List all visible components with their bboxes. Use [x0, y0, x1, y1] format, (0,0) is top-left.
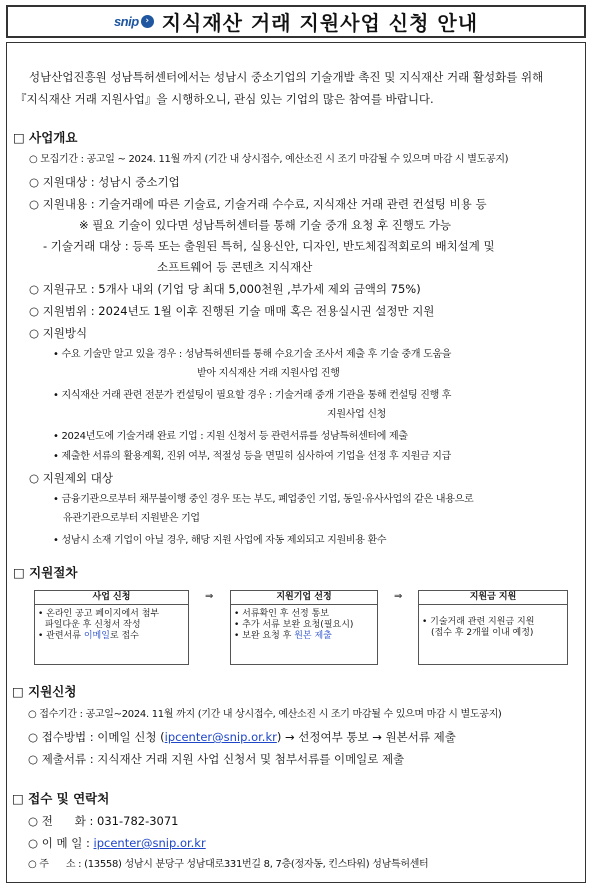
- step-fund-title: 지원금 지원: [419, 591, 567, 605]
- logo-mark-icon: ›: [141, 15, 154, 28]
- step-select-line-1: • 서류확인 후 선정 통보: [234, 609, 329, 619]
- method-item-4: • 제출한 서류의 활용계획, 진위 여부, 적절성 등을 면밀히 심사하여 기업을 선정 후 지원금 지급: [53, 451, 451, 462]
- overview-content: ○ 지원내용 : 기술거래에 따른 기술료, 기술거래 수수료, 지식재산 거래 관련 컨설팅 비용 등: [29, 197, 487, 211]
- method-item-1-cont: 받아 지식재산 거래 지원사업 진행: [197, 368, 340, 379]
- step-select-title: 지원기업 선정: [231, 591, 377, 605]
- method-item-2-cont: 지원사업 신청: [327, 409, 387, 420]
- contact-address: ○ 주 소 : (13558) 성남시 분당구 성남대로331번길 8, 7층(정자동, 킨스타워) 성남특허센터: [28, 859, 429, 870]
- contact-email-link[interactable]: ipcenter@snip.or.kr: [93, 836, 206, 850]
- overview-target: ○ 지원대상 : 성남시 중소기업: [29, 175, 180, 189]
- overview-tech-target-cont: 소프트웨어 등 콘텐츠 지식재산: [157, 260, 313, 274]
- intro-line-1: 성남산업진흥원 성남특허센터에서는 성남시 중소기업의 기술개발 촉진 및 지식재산 거래 활성화를 위해: [29, 70, 544, 84]
- overview-scope: ○ 지원범위 : 2024년도 1월 이후 진행된 기술 매매 혹은 전용실시권 설정만 지원: [29, 304, 435, 318]
- arrow-icon: ⇒: [394, 591, 403, 602]
- snip-logo: [114, 14, 154, 29]
- section-heading-contact: □ 접수 및 연락처: [12, 791, 110, 806]
- step-apply-line-2: 파일다운 후 신청서 작성: [45, 620, 141, 630]
- step-select-line-2: • 추가 서류 보완 요청(필요시): [234, 620, 354, 630]
- method-item-1: • 수요 기술만 알고 있을 경우 : 성남특허센터를 통해 수요기술 조사서 제출 후 기술 중개 도움을: [53, 349, 452, 360]
- overview-method: ○ 지원방식: [29, 326, 88, 340]
- contact-email: ○ 이 메 일 : ipcenter@snip.or.kr: [28, 836, 206, 850]
- overview-tech-target: - 기술거래 대상 : 등록 또는 출원된 특허, 실용신안, 디자인, 반도체집적회로의 배치설계 및: [43, 239, 495, 253]
- intro-line-2: 『지식재산 거래 지원사업』을 시행하오니, 관심 있는 기업의 많은 참여를 바랍니다.: [15, 92, 434, 106]
- step-fund-line-1: • 기술거래 관련 지원금 지원: [422, 617, 535, 627]
- step-select-original-word: 원본 제출: [294, 631, 332, 641]
- exclusion-item-1-cont: 유관기관으로부터 지원받은 기업: [63, 513, 200, 524]
- exclusion-heading: ○ 지원제외 대상: [29, 471, 113, 485]
- step-fund-line-2: (접수 후 2개월 이내 예정): [431, 628, 534, 638]
- step-apply-line-1: • 온라인 공고 페이지에서 첨부: [38, 609, 160, 619]
- step-apply-email-word: 이메일: [83, 631, 110, 641]
- arrow-icon: ⇒: [205, 591, 214, 602]
- exclusion-item-1: • 금융기관으로부터 채무불이행 중인 경우 또는 부도, 폐업중인 기업, 동일·유사사업의 같은 내용으로: [53, 494, 474, 505]
- procedure-step-fund: [418, 590, 568, 665]
- title-box: [6, 5, 586, 38]
- application-docs: ○ 제출서류 : 지식재산 거래 지원 사업 신청서 및 첨부서류를 이메일로 제출: [28, 752, 405, 766]
- procedure-step-select: [230, 590, 378, 665]
- contact-phone: ○ 전 화 : 031-782-3071: [28, 814, 179, 828]
- procedure-step-apply: [34, 590, 189, 665]
- application-method: ○ 접수방법 : 이메일 신청 (ipcenter@snip.or.kr) → 선정여부 통보 → 원본서류 제출: [28, 730, 456, 744]
- overview-scale: ○ 지원규모 : 5개사 내외 (기업 당 최대 5,000천원 ,부가세 제외 금액의 75%): [29, 282, 421, 296]
- overview-period: ○ 모집기간 : 공고일 ~ 2024. 11월 까지 (기간 내 상시접수, 예산소진 시 조기 마감될 수 있으며 마감 시 별도공지): [29, 154, 509, 165]
- section-heading-overview: □ 사업개요: [13, 130, 78, 145]
- step-select-line-3: • 보완 요청 후 원본 제출: [234, 631, 332, 641]
- method-item-3: • 2024년도에 기술거래 완료 기업 : 지원 신청서 등 관련서류를 성남특허센터에 제출: [53, 431, 408, 442]
- step-apply-title: 사업 신청: [35, 591, 188, 605]
- application-email-link[interactable]: ipcenter@snip.or.kr: [164, 730, 277, 744]
- step-apply-line-3: • 관련서류 이메일로 접수: [38, 631, 139, 641]
- section-heading-procedure: □ 지원절차: [13, 565, 78, 580]
- page-title: 지식재산 거래 지원사업 신청 안내: [161, 11, 479, 35]
- section-heading-application: □ 지원신청: [12, 684, 77, 699]
- overview-content-note: ※ 필요 기술이 있다면 성남특허센터를 통해 기술 중개 요청 후 진행도 가능: [79, 218, 452, 232]
- method-item-2: • 지식재산 거래 관련 전문가 컨설팅이 필요할 경우 : 기술거래 중개 기관을 통해 컨설팅 진행 후: [53, 390, 452, 401]
- application-period: ○ 접수기간 : 공고일~2024. 11월 까지 (기간 내 상시접수, 예산소진 시 조기 마감될 수 있으며 마감 시 별도공지): [28, 709, 502, 720]
- logo-text: snip: [113, 14, 139, 29]
- exclusion-item-2: • 성남시 소재 기업이 아닐 경우, 해당 지원 사업에 자동 제외되고 지원비용 환수: [53, 535, 387, 546]
